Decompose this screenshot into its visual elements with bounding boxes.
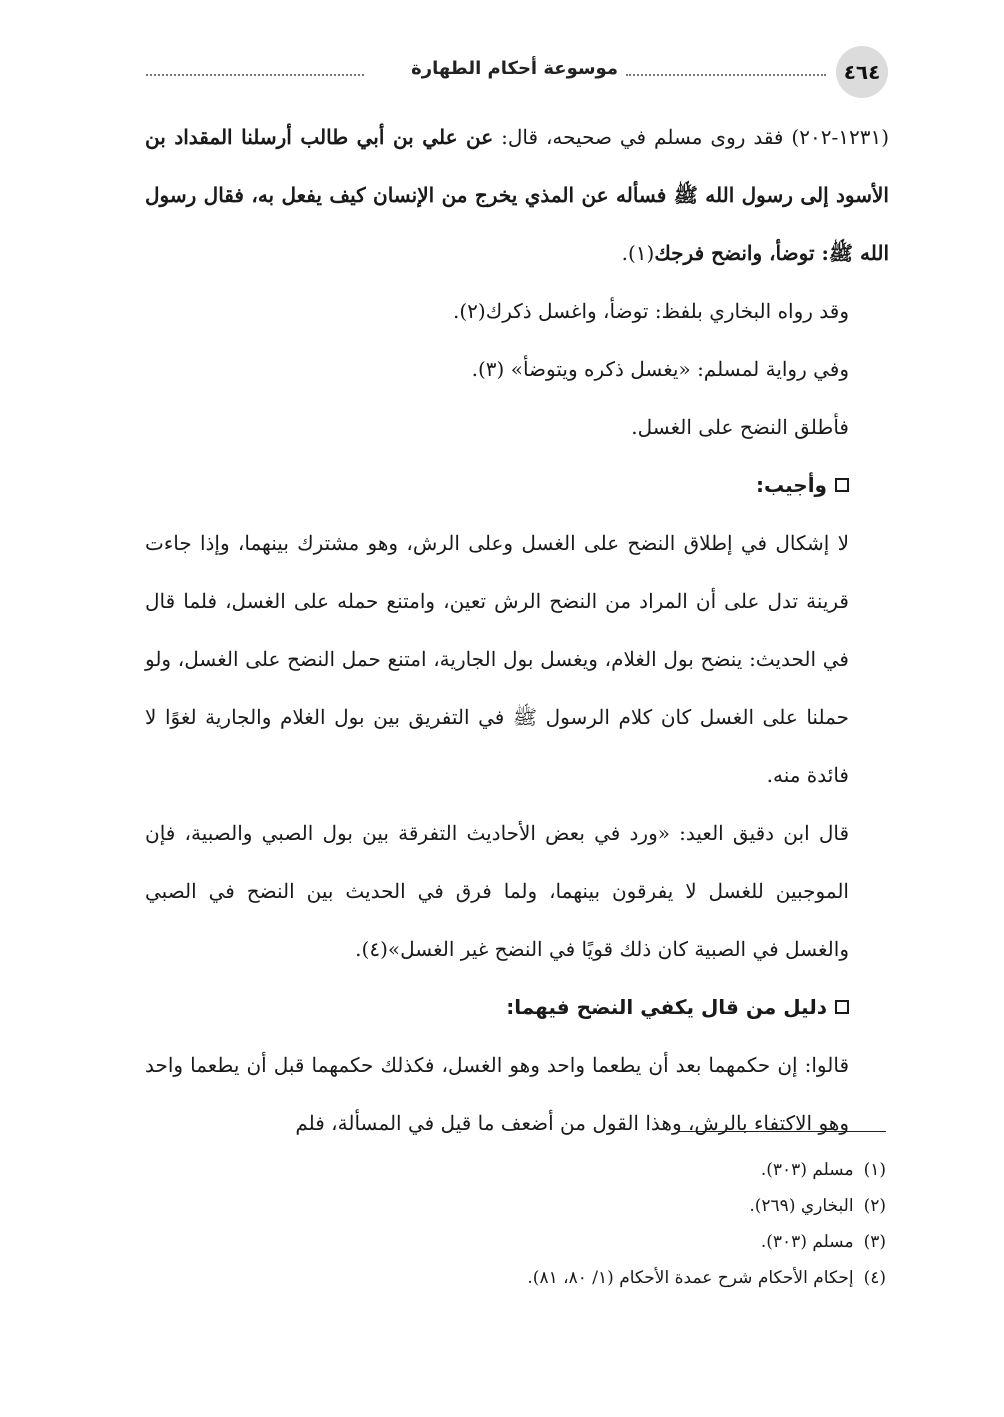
heading-answer-label: وأجيب: (755, 473, 827, 497)
hadith-intro: (١٢٣١-٢٠٢) فقد روى مسلم في صحيحه، قال: (493, 125, 889, 149)
footnote-item (142, 1224, 886, 1260)
checkbox-square-icon (835, 478, 849, 492)
footnote-text: مسلم (٣٠٣). (760, 1160, 854, 1180)
paragraph-answer: لا إشكال في إطلاق النضح على الغسل وعلى الرش، وهو مشترك بينهما، وإذا جاءت قرينة تدل على أن المراد من النضح الرش تعين، وامتنع حمله على الغسل، فلما قال في الحديث: ينضح بول الغلام، ويغسل بول الجارية، امتنع حمل النضح على الغسل، ولو حملنا على الغسل كان كلام الرسول ﷺ في التفريق بين بول الغلام والجارية لغوًا لا فائدة منه. (145, 531, 850, 787)
footnote-text: مسلم (٣٠٣). (760, 1232, 854, 1252)
paragraph-bukhari: وقد رواه البخاري بلفظ: توضأ، واغسل ذكرك(٢). (452, 299, 849, 323)
footnote-text: البخاري (٢٦٩). (749, 1196, 854, 1216)
paragraph-hadith (145, 108, 889, 282)
footnote-item (142, 1188, 886, 1224)
footnote-text: إحكام الأحكام شرح عمدة الأحكام (١/ ٨٠، ٨١). (527, 1268, 854, 1288)
body-text (145, 108, 889, 1152)
footnotes (142, 1152, 886, 1296)
heading-answer (145, 456, 889, 514)
footnote-item (142, 1152, 886, 1188)
heading-evidence-label: دليل من قال يكفي النضح فيهما: (506, 995, 827, 1019)
footnote-separator (678, 1131, 886, 1132)
header-dotted-rule-right (626, 74, 826, 76)
footnote-number: (٢) (863, 1196, 886, 1216)
footnote-item (142, 1260, 886, 1296)
paragraph-ibn-daqiq: قال ابن دقيق العيد: «ورد في بعض الأحاديث التفرقة بين بول الصبي والصبية، فإن الموجبين للغسل لا يفرقون بينهما، ولما فرق في الحديث بين النضح في الصبي والغسل في الصبية كان ذلك قويًا في النضح غير الغسل»(٤). (145, 821, 849, 961)
page-header (146, 46, 888, 98)
paragraph-muslim-narration: وفي رواية لمسلم: «يغسل ذكره ويتوضأ» (٣). (471, 357, 849, 381)
footnote-number: (٤) (863, 1268, 886, 1288)
hadith-text: عن علي بن أبي طالب أرسلنا المقداد بن الأسود إلى رسول الله ﷺ فسأله عن المذي يخرج من الإنسان كيف يفعل به، فقال رسول الله ﷺ: توضأ، وانضح فرجك (145, 125, 889, 265)
page-number: ٤٦٤ (836, 46, 888, 98)
header-dotted-rule-left (146, 74, 364, 76)
footnote-number: (١) (863, 1160, 886, 1180)
footnote-ref-1: (١). (621, 241, 655, 265)
checkbox-square-icon (835, 1000, 849, 1014)
footnote-number: (٣) (863, 1232, 886, 1252)
header-title: موسوعة أحكام الطهارة (411, 58, 618, 79)
paragraph-conclusion: فأطلق النضح على الغسل. (631, 415, 849, 439)
heading-evidence (145, 978, 889, 1036)
paragraph-evidence: قالوا: إن حكمهما بعد أن يطعما واحد وهو الغسل، فكذلك حكمهما قبل أن يطعما واحد وهو الاكتفاء بالرش، وهذا القول من أضعف ما قيل في المسألة، فلم (145, 1053, 849, 1135)
